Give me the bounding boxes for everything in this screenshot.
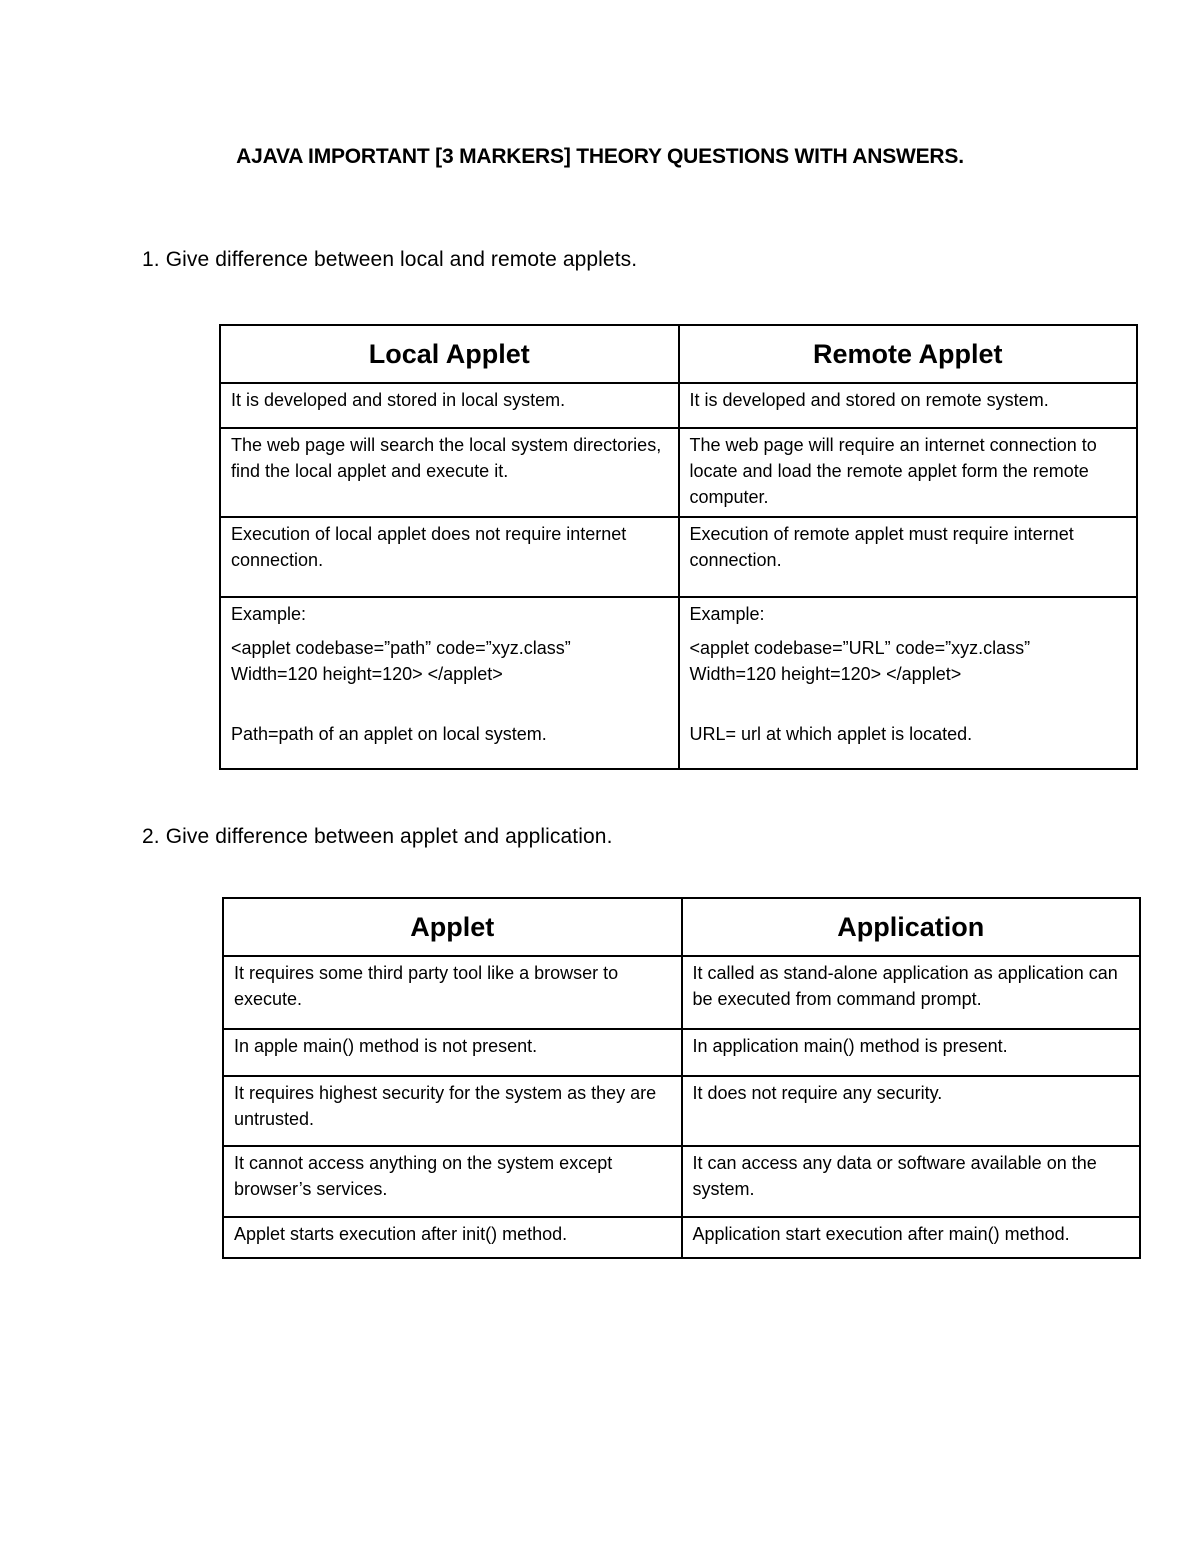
local-vs-remote-applet-table bbox=[219, 324, 1138, 770]
example-label: Example: bbox=[689, 604, 765, 624]
example-code-line: Width=120 height=120> </applet> bbox=[231, 664, 503, 684]
example-code-line: <applet codebase=”URL” code=”xyz.class” bbox=[689, 638, 1031, 658]
table-cell: It can access any data or software available on the system. bbox=[682, 1146, 1141, 1217]
question-2-text: Give difference between applet and application. bbox=[165, 825, 613, 848]
table-cell: The web page will require an internet connection to locate and load the remote applet form the remote computer. bbox=[679, 428, 1138, 517]
table-cell: Applet starts execution after init() method. bbox=[223, 1217, 682, 1258]
example-row bbox=[220, 597, 1137, 769]
header-remote-applet: Remote Applet bbox=[679, 325, 1138, 383]
header-local-applet: Local Applet bbox=[220, 325, 679, 383]
question-2-number: 2. bbox=[142, 825, 160, 848]
example-label: Example: bbox=[231, 604, 307, 624]
table-header-row bbox=[220, 325, 1137, 383]
example-cell-remote bbox=[679, 597, 1138, 769]
table-cell: In application main() method is present. bbox=[682, 1029, 1141, 1076]
question-1-text: Give difference between local and remote applets. bbox=[165, 248, 638, 271]
table-row bbox=[223, 1146, 1140, 1217]
question-1 bbox=[142, 248, 637, 272]
table-row bbox=[220, 428, 1137, 517]
table-cell: It cannot access anything on the system except browser’s services. bbox=[223, 1146, 682, 1217]
example-note: Path=path of an applet on local system. bbox=[231, 724, 547, 744]
table-cell: It called as stand-alone application as application can be executed from command prompt. bbox=[682, 956, 1141, 1029]
table-cell: It requires some third party tool like a browser to execute. bbox=[223, 956, 682, 1029]
example-cell-local bbox=[220, 597, 679, 769]
table-header-row bbox=[223, 898, 1140, 956]
table-cell: In apple main() method is not present. bbox=[223, 1029, 682, 1076]
table-row bbox=[223, 1217, 1140, 1258]
table-cell: Execution of remote applet must require internet connection. bbox=[679, 517, 1138, 597]
table-cell: It does not require any security. bbox=[682, 1076, 1141, 1146]
example-note: URL= url at which applet is located. bbox=[689, 724, 973, 744]
table-cell: It requires highest security for the system as they are untrusted. bbox=[223, 1076, 682, 1146]
header-application: Application bbox=[682, 898, 1141, 956]
table-cell: It is developed and stored on remote system. bbox=[679, 383, 1138, 428]
table-cell: It is developed and stored in local system. bbox=[220, 383, 679, 428]
table-row bbox=[220, 517, 1137, 597]
example-code-line: Width=120 height=120> </applet> bbox=[689, 664, 962, 684]
table-cell: Application start execution after main() method. bbox=[682, 1217, 1141, 1258]
header-applet: Applet bbox=[223, 898, 682, 956]
table-row bbox=[223, 956, 1140, 1029]
question-2 bbox=[142, 825, 613, 849]
page-title: AJAVA IMPORTANT [3 MARKERS] THEORY QUESTIONS WITH ANSWERS. bbox=[236, 145, 964, 168]
table-row bbox=[220, 383, 1137, 428]
applet-vs-application-table bbox=[222, 897, 1141, 1259]
table-row bbox=[223, 1029, 1140, 1076]
table-cell: Execution of local applet does not require internet connection. bbox=[220, 517, 679, 597]
table-cell: The web page will search the local system directories, find the local applet and execute it. bbox=[220, 428, 679, 517]
table-row bbox=[223, 1076, 1140, 1146]
question-1-number: 1. bbox=[142, 248, 160, 271]
example-code-line: <applet codebase=”path” code=”xyz.class” bbox=[231, 638, 571, 658]
